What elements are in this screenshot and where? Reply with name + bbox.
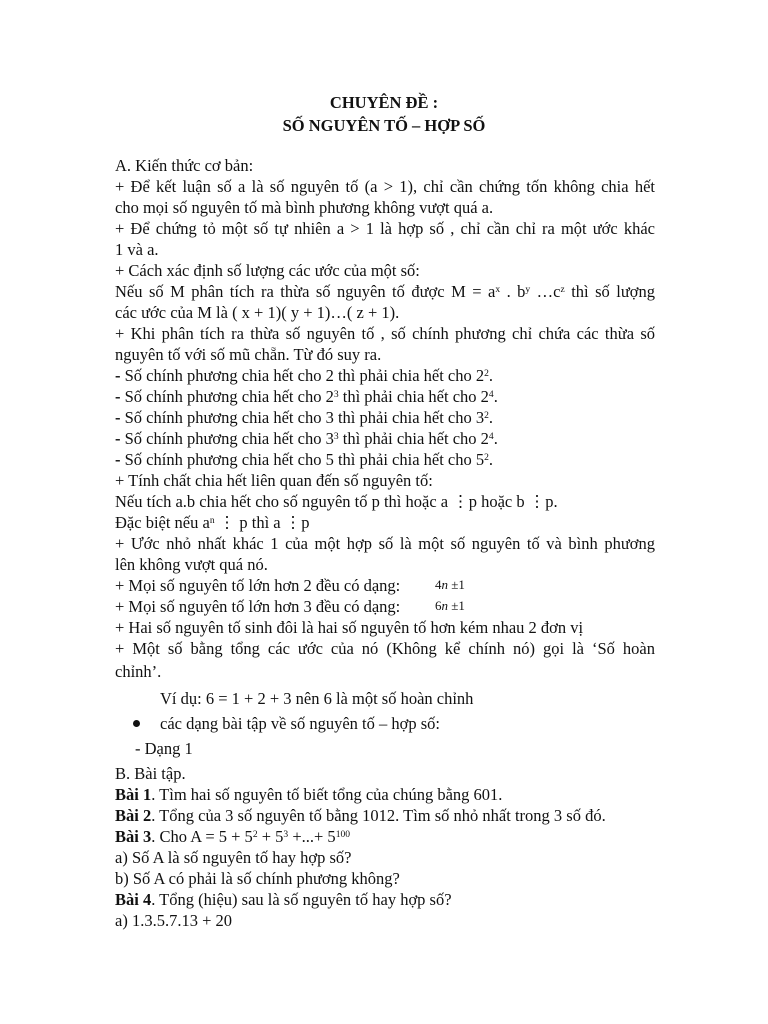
paragraph-divisibility-product: Nếu tích a.b chia hết cho số nguyên tố p thì hoặc a ⋮p hoặc b ⋮p. xyxy=(115,492,558,511)
exercise-3-part-a: a) Số A là số nguyên tố hay hợp số? xyxy=(115,848,352,867)
paragraph-divisor-count-heading: + Cách xác định số lượng các ước của một số: xyxy=(115,261,420,280)
paragraph-prime-form-6n: + Mọi số nguyên tố lớn hơn 3 đều có dạng: xyxy=(115,597,401,616)
paragraph-smallest-divisor-1: + Ước nhỏ nhất khác 1 của một hợp số là một số nguyên tố và bình phương xyxy=(115,534,655,553)
exercise-3: Bài 3. Cho $A = 5 + 5^2 + 5^3$ +...+ $5^{100}$ xyxy=(115,827,351,846)
paragraph-composite-test-2: 1 và a. xyxy=(115,240,159,259)
paragraph-smallest-divisor-2: lên không vượt quá nó. xyxy=(115,555,268,574)
paragraph-divisor-formula-2: các ước của M là ( x + 1)( y + 1)…( z + 1). xyxy=(115,303,400,322)
paragraph-twin-primes: + Hai số nguyên tố sinh đôi là hai số nguyên tố hơn kém nhau 2 đơn vị xyxy=(115,618,584,637)
exercise-1: Bài 1. Tìm hai số nguyên tố biết tổng của chúng bằng 601. xyxy=(115,785,503,804)
paragraph-square-factorization-2: nguyên tố với số mũ chẵn. Từ đó suy ra. xyxy=(115,345,382,364)
formula-4n-plus-minus-1: 4n ±1 xyxy=(435,577,465,592)
square-rule-3: - Số chính phương chia hết cho 3 thì phải chia hết cho $3^2$. xyxy=(115,408,494,427)
square-rule-4: - Số chính phương chia hết cho $3^3$ thì phải chia hết cho $2^4$. xyxy=(115,429,498,448)
paragraph-prime-test-2: cho mọi số nguyên tố mà bình phương không vượt quá a. xyxy=(115,198,494,217)
exercise-4-part-a: a) 1.3.5.7.13 + 20 xyxy=(115,911,232,930)
paragraph-divisibility-power: Đặc biệt nếu $a^n$ ⋮ p thì a ⋮p xyxy=(115,513,310,532)
section-a-heading: A. Kiến thức cơ bản: xyxy=(115,156,254,175)
bullet-dot-icon xyxy=(133,720,140,727)
formula-6n-plus-minus-1: 6n ±1 xyxy=(435,598,465,613)
paragraph-prime-test-1: + Để kết luận số a là số nguyên tố (a > 1), chỉ cần chứng tốn không chia hết xyxy=(115,177,655,196)
bullet-exercise-types: các dạng bài tập về số nguyên tố – hợp số: xyxy=(160,714,440,733)
exercise-3-part-b: b) Số A có phải là số chính phương không? xyxy=(115,869,400,888)
paragraph-square-factorization-1: + Khi phân tích ra thừa số nguyên tố , số chính phương chỉ chứa các thừa số xyxy=(115,324,655,343)
square-rule-2: - Số chính phương chia hết cho $2^3$ thì phải chia hết cho $2^4$. xyxy=(115,387,498,406)
paragraph-perfect-number-1: + Một số bằng tổng các ước của nó (Không kể chính nó) gọi là ‘Số hoàn xyxy=(115,639,655,658)
paragraph-composite-test-1: + Để chứng tỏ một số tự nhiên a > 1 là hợp số , chỉ cần chỉ ra một ước khác xyxy=(115,219,655,238)
paragraph-divisibility-heading: + Tính chất chia hết liên quan đến số nguyên tố: xyxy=(115,471,433,490)
square-rule-1: - Số chính phương chia hết cho 2 thì phải chia hết cho $2^2$. xyxy=(115,366,494,385)
exercise-2: Bài 2. Tổng của 3 số nguyên tố bằng 1012. Tìm số nhỏ nhất trong 3 số đó. xyxy=(115,806,606,825)
paragraph-perfect-number-2: chỉnh’. xyxy=(115,662,162,681)
square-rule-5: - Số chính phương chia hết cho 5 thì phải chia hết cho $5^2$. xyxy=(115,450,494,469)
paragraph-prime-form-4n: + Mọi số nguyên tố lớn hơn 2 đều có dạng: xyxy=(115,576,401,595)
exercise-4: Bài 4. Tổng (hiệu) sau là số nguyên tố hay hợp số? xyxy=(115,890,452,909)
exercise-type-1: - Dạng 1 xyxy=(135,739,193,758)
paragraph-divisor-formula-1: Nếu số M phân tích ra thừa số nguyên tố được $M = a^x$ . $b^y$ $\dots c^z$ thì số lượng xyxy=(115,282,656,301)
example-perfect-number: Ví dụ: 6 = 1 + 2 + 3 nên 6 là một số hoàn chỉnh xyxy=(160,689,474,708)
section-b-heading: B. Bài tập. xyxy=(115,764,186,783)
title-line-1: CHUYÊN ĐỀ : xyxy=(329,93,439,112)
title-line-2: SỐ NGUYÊN TỐ – HỢP SỐ xyxy=(282,116,486,135)
